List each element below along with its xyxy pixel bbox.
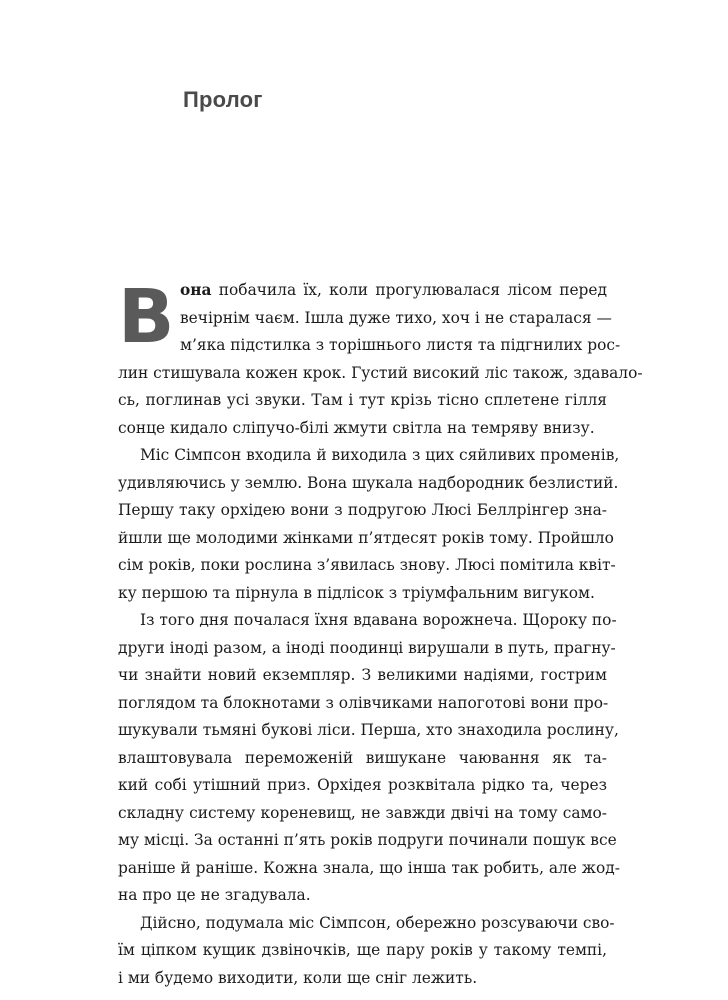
text-line: йшли ще молодими жінками п’ятдесят років тому. Пройшло <box>118 528 614 547</box>
text-line: други іноді разом, а іноді поодинці вирушали в путь, прагну- <box>118 638 616 657</box>
lead-word: она <box>180 281 212 299</box>
text-line: чи знайти новий екземпляр. З великими надіями, гострим <box>118 666 607 684</box>
text-line: раніше й раніше. Кожна знала, що інша так робить, але жод- <box>118 858 620 877</box>
text-line: Дійсно, подумала міс Сімпсон, обережно розсуваючи сво- <box>140 913 615 932</box>
text-line: сь, поглинав усі звуки. Там і тут крізь тісно сплетене гілля <box>118 391 607 409</box>
text-line: удивляючись у землю. Вона шукала надбородник безлистий. <box>118 473 619 492</box>
text-line: їм ціпком кущик дзвіночків, ще пару років у такому темпі, <box>118 941 607 959</box>
text-line: му місці. За останні п’ять років подруги починали пошук все <box>118 831 617 849</box>
text-line: Міс Сімпсон входила й виходила з цих сяйливих променів, <box>140 446 620 464</box>
text-line: вечірнім чаєм. Ішла дуже тихо, хоч і не старалася — <box>180 308 612 327</box>
text-line: і ми будемо виходити, коли ще сніг лежить. <box>118 968 478 987</box>
text-line: ку першою та пірнула в підлісок з тріумфальним вигуком. <box>118 583 595 602</box>
text-line: на про це не згадувала. <box>118 886 311 904</box>
text-line: м’яка підстилка з торішнього листя та підгнилих рос- <box>180 336 621 354</box>
text-line: влаштовувала переможеній вишукане чаювання як та- <box>118 748 607 767</box>
text-line: складну систему кореневищ, не завжди двічі на тому само- <box>118 803 607 822</box>
text-line: кий собі утішний приз. Орхідея розквітала рідко та, через <box>118 776 607 794</box>
text-line: Першу таку орхідею вони з подругою Люсі Беллрінгер зна- <box>118 501 607 519</box>
drop-cap: В <box>118 274 175 360</box>
text-line: шукували тьмяні букові ліси. Перша, хто знаходила рослину, <box>118 721 619 739</box>
text-line: Із того дня почалася їхня вдавана ворожнеча. Щороку по- <box>140 611 617 629</box>
text-line: поглядом та блокнотами з олівчиками напоготові вони про- <box>118 693 609 712</box>
text-line: сім років, поки рослина з’явилась знову. Люсі помітила квіт- <box>118 556 616 574</box>
text-line: лин стишувала кожен крок. Густий високий ліс також, здавало- <box>118 363 643 382</box>
text-line: сонце кидало сліпучо-білі жмути світла на темряву внизу. <box>118 418 595 437</box>
body-text <box>118 274 643 992</box>
chapter-title: Пролог <box>183 87 263 112</box>
text-line: она побачила їх, коли прогулювалася лісом перед <box>180 281 607 299</box>
